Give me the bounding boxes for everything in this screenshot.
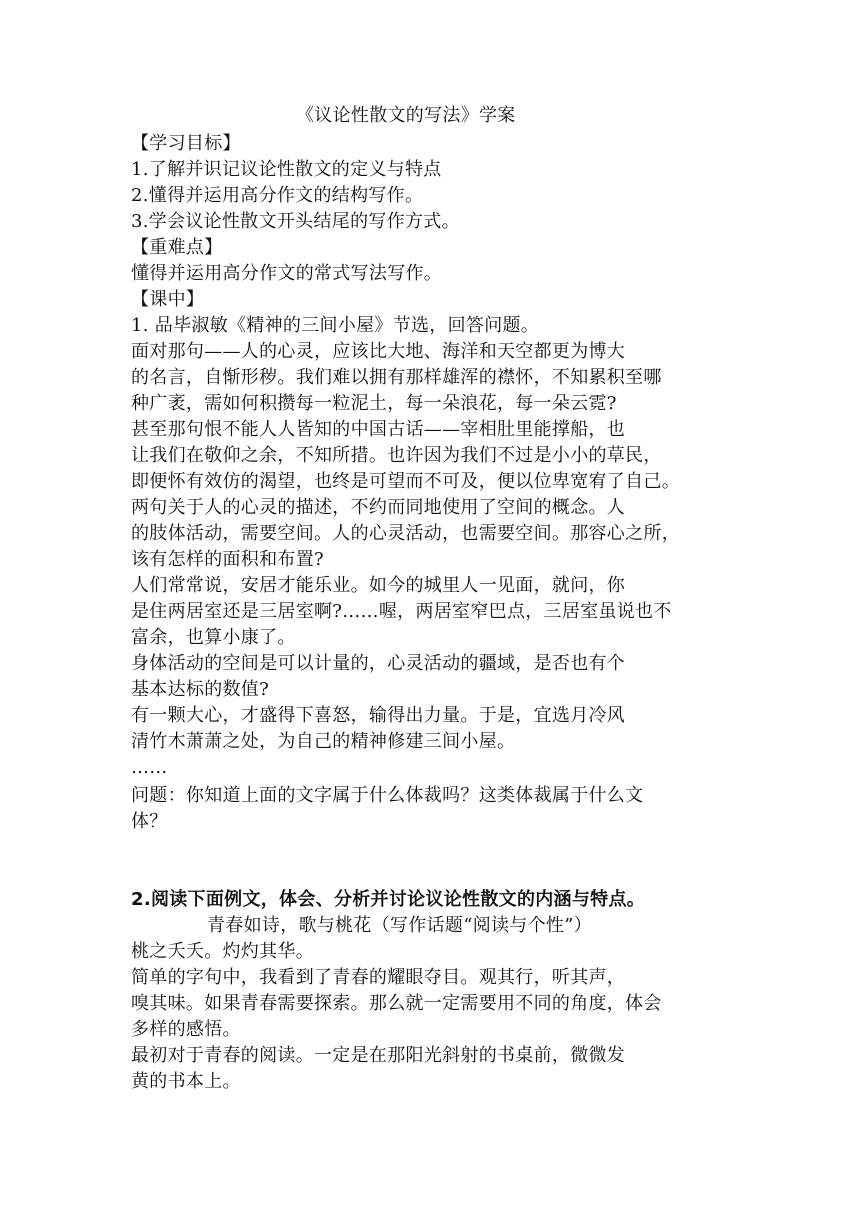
- passage-line: 面对那句——人的心灵，应该比大地、海洋和天空都更为博大: [131, 341, 626, 362]
- passage-line: 该有怎样的面积和布置?: [131, 549, 324, 570]
- essay-line: 多样的感悟。: [131, 1019, 241, 1040]
- question-2-prompt: 2.阅读下面例文，体会、分析并讨论议论性散文的内涵与特点。: [131, 889, 646, 910]
- passage-line: 种广袤，需如何积攒每一粒泥土，每一朵浪花，每一朵云霓?: [131, 393, 617, 414]
- keypoints-text: 懂得并运用高分作文的常式写法写作。: [131, 263, 443, 284]
- objective-item: 3.学会议论性散文开头结尾的写作方式。: [131, 211, 460, 232]
- essay-line: 黄的书本上。: [131, 1071, 241, 1092]
- objective-item: 1.了解并识记议论性散文的定义与特点: [131, 159, 442, 180]
- passage-line: 的名言，自惭形秽。我们难以拥有那样雄浑的襟怀，不知累积至哪: [131, 367, 662, 388]
- passage-line: 基本达标的数值?: [131, 679, 270, 700]
- essay-line: 桃之夭夭。灼灼其华。: [131, 941, 314, 962]
- passage-line: 即便怀有效仿的渴望，也终是可望而不可及，便以位卑宽宥了自己。: [131, 471, 680, 492]
- objectives-heading: 【学习目标】: [131, 133, 241, 154]
- passage-line: 是住两居室还是三居室啊?……喔，两居室窄巴点，三居室虽说也不: [131, 601, 672, 622]
- passage-ellipsis: ……: [131, 757, 168, 778]
- essay-line: 最初对于青春的阅读。一定是在那阳光斜射的书桌前，微微发: [131, 1045, 626, 1066]
- passage-line: 甚至那句恨不能人人皆知的中国古话——宰相肚里能撑船，也: [131, 419, 626, 440]
- class-heading: 【课中】: [131, 289, 205, 310]
- passage-line: 富余，也算小康了。: [131, 627, 296, 648]
- question-line: 问题：你知道上面的文字属于什么体裁吗？这类体裁属于什么文: [131, 785, 644, 806]
- passage-line: 两句关于人的心灵的描述，不约而同地使用了空间的概念。人: [131, 497, 626, 518]
- question-1-prompt: 1. 品毕淑敏《精神的三间小屋》节选，回答问题。: [131, 315, 540, 336]
- essay-title: 青春如诗，歌与桃花（写作话题“阅读与个性”）: [207, 915, 593, 936]
- passage-line: 让我们在敬仰之余，不知所措。也许因为我们不过是小小的草民，: [131, 445, 662, 466]
- passage-line: 身体活动的空间是可以计量的，心灵活动的疆域，是否也有个: [131, 653, 626, 674]
- document-title: 《议论性散文的写法》学案: [296, 105, 516, 126]
- essay-line: 嗅其味。如果青春需要探索。那么就一定需要用不同的角度，体会: [131, 993, 662, 1014]
- question-line: 体？: [131, 811, 168, 832]
- passage-line: 的肢体活动，需要空间。人的心灵活动，也需要空间。那容心之所，: [131, 523, 680, 544]
- passage-line: 清竹木萧萧之处，为自己的精神修建三间小屋。: [131, 731, 516, 752]
- passage-line: 有一颗大心，才盛得下喜怒，输得出力量。于是，宜选月冷风: [131, 705, 626, 726]
- objective-item: 2.懂得并运用高分作文的结构写作。: [131, 185, 424, 206]
- essay-line: 简单的字句中，我看到了青春的耀眼夺目。观其行，听其声，: [131, 967, 626, 988]
- passage-line: 人们常常说，安居才能乐业。如今的城里人一见面，就问，你: [131, 575, 626, 596]
- keypoints-heading: 【重难点】: [131, 237, 223, 258]
